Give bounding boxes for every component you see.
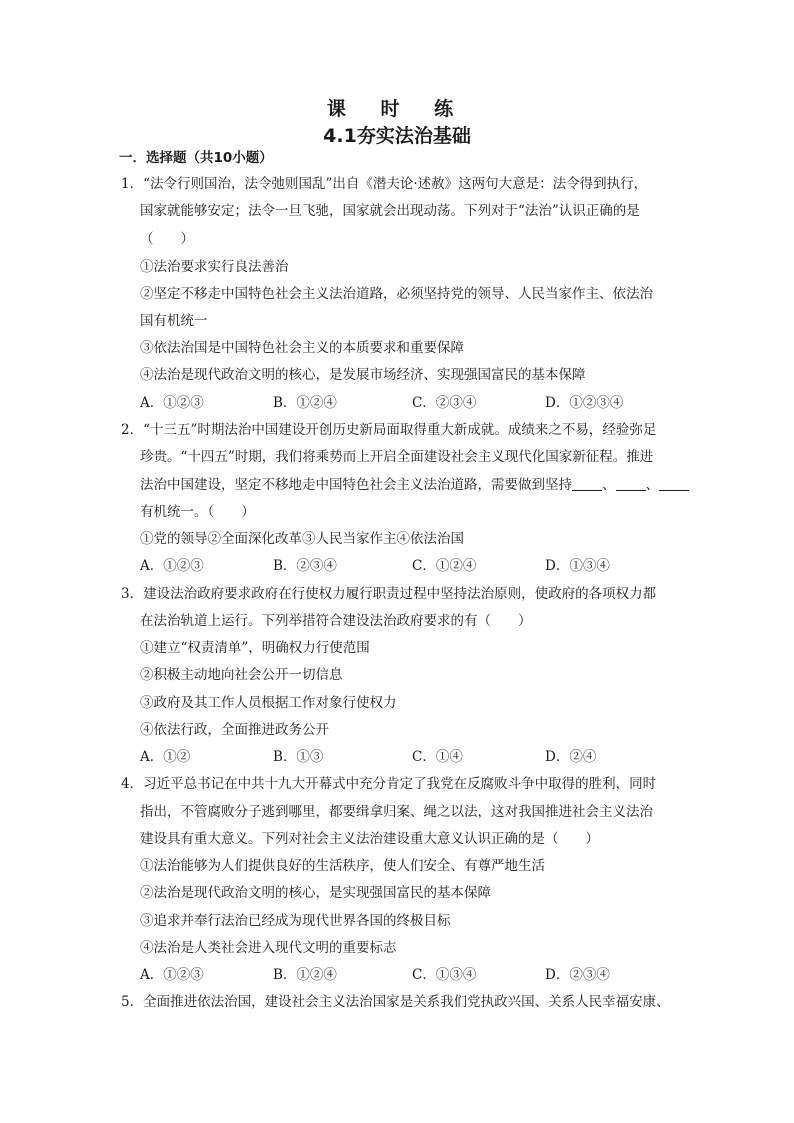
q4-line-1: 4．习近平总书记在中共十九大开幕式中充分肯定了我党在反腐败斗争中取得的胜利，同时 xyxy=(121,776,657,792)
q2-option-c[interactable]: C．①②④ xyxy=(412,558,477,574)
q1-statement-2-cont: 国有机统一 xyxy=(140,313,208,329)
q4-option-c[interactable]: C．①③④ xyxy=(412,967,477,983)
q1-option-c[interactable]: C．②③④ xyxy=(412,395,477,411)
q1-option-a[interactable]: A．①②③ xyxy=(140,395,204,411)
page-title: 课 时 练 xyxy=(326,98,468,120)
q2-separator-2: 、 xyxy=(645,477,659,493)
q2-separator-1: 、 xyxy=(602,477,616,493)
q1-statement-1: ①法治要求实行良法善治 xyxy=(140,259,289,275)
q3-option-d[interactable]: D．②④ xyxy=(545,749,597,765)
q2-blank-2[interactable] xyxy=(616,476,646,491)
q4-statement-1: ①法治能够为人们提供良好的生活秩序，使人们安全、有尊严地生活 xyxy=(140,858,545,874)
q2-blank-3[interactable] xyxy=(659,476,689,491)
q3-statement-3: ③政府及其工作人员根据工作对象行使权力 xyxy=(140,695,397,711)
q1-line-3: （ ） xyxy=(140,231,194,247)
q1-option-d[interactable]: D．①②③④ xyxy=(545,395,624,411)
q1-statement-2: ②坚定不移走中国特色社会主义法治道路，必须坚持党的领导、人民当家作主、依法治 xyxy=(140,286,653,302)
q1-option-b[interactable]: B．①②④ xyxy=(273,395,337,411)
q3-option-b[interactable]: B．①③ xyxy=(273,749,324,765)
q4-line-2: 指出，不管腐败分子逃到哪里，都要缉拿归案、绳之以法，这对我国推进社会主义法治 xyxy=(140,804,653,820)
q2-option-a[interactable]: A．①②③ xyxy=(140,558,204,574)
q2-option-d[interactable]: D．①③④ xyxy=(545,558,610,574)
q2-line-4: 有机统一。（ ） xyxy=(140,504,255,520)
q1-statement-3: ③依法治国是中国特色社会主义的本质要求和重要保障 xyxy=(140,340,464,356)
q5-line-1: 5．全面推进依法治国，建设社会主义法治国家是关系我们党执政兴国、关系人民幸福安康、 xyxy=(121,994,670,1010)
q4-options xyxy=(140,965,700,985)
q3-statement-2: ②积极主动地向社会公开一切信息 xyxy=(140,667,343,683)
q3-option-a[interactable]: A．①② xyxy=(140,749,191,765)
q2-line-2: 珍贵。“十四五”时期，我们将乘势而上开启全面建设社会主义现代化国家新征程。推进 xyxy=(140,449,654,465)
q4-option-b[interactable]: B．①②④ xyxy=(273,967,337,983)
lesson-title: 4.1夯实法治基础 xyxy=(323,125,471,147)
q4-line-3: 建设具有重大意义。下列对社会主义法治建设重大意义认识正确的是（ ） xyxy=(140,831,599,847)
q1-options xyxy=(140,393,700,413)
q4-statement-2: ②法治是现代政治文明的核心，是实现强国富民的基本保障 xyxy=(140,885,491,901)
q2-blank-1[interactable] xyxy=(572,476,602,491)
q3-options xyxy=(140,747,700,767)
q4-statement-3: ③追求并奉行法治已经成为现代世界各国的终极目标 xyxy=(140,913,451,929)
q4-option-d[interactable]: D．②③④ xyxy=(545,967,610,983)
q1-line-2: 国家就能够安定；法令一旦飞驰，国家就会出现动荡。下列对于“法治”认识正确的是 xyxy=(140,203,640,219)
q3-line-1: 3．建设法治政府要求政府在行使权力履行职责过程中坚持法治原则，使政府的各项权力都 xyxy=(121,586,657,602)
q1-line-1: 1．“法令行则国治，法令弛则国乱”出自《潜夫论·述赦》这两句大意是：法令得到执行， xyxy=(121,176,648,192)
q2-line-1: 2．“十三五”时期法治中国建设开创历史新局面取得重大新成就。成绩来之不易，经验弥足 xyxy=(121,422,657,438)
q4-option-a[interactable]: A．①②③ xyxy=(140,967,204,983)
q2-options xyxy=(140,556,700,576)
q3-statement-4: ④依法行政，全面推进政务公开 xyxy=(140,722,329,738)
section-heading: 一．选择题（共10小题） xyxy=(119,150,273,166)
q2-statements: ①党的领导②全面深化改革③人民当家作主④依法治国 xyxy=(140,531,464,547)
q2-option-b[interactable]: B．②③④ xyxy=(273,558,337,574)
q1-statement-4: ④法治是现代政治文明的核心，是发展市场经济、实现强国富民的基本保障 xyxy=(140,367,586,383)
q3-option-c[interactable]: C．①④ xyxy=(412,749,463,765)
q2-line-3 xyxy=(140,475,689,495)
q4-statement-4: ④法治是人类社会进入现代文明的重要标志 xyxy=(140,940,397,956)
q3-statement-1: ①建立“权责清单”，明确权力行使范围 xyxy=(140,640,370,656)
q2-line-3-text: 法治中国建设，坚定不移地走中国特色社会主义法治道路，需要做到坚持 xyxy=(140,477,572,493)
q3-line-2: 在法治轨道上运行。下列举措符合建设法治政府要求的有（ ） xyxy=(140,613,532,629)
